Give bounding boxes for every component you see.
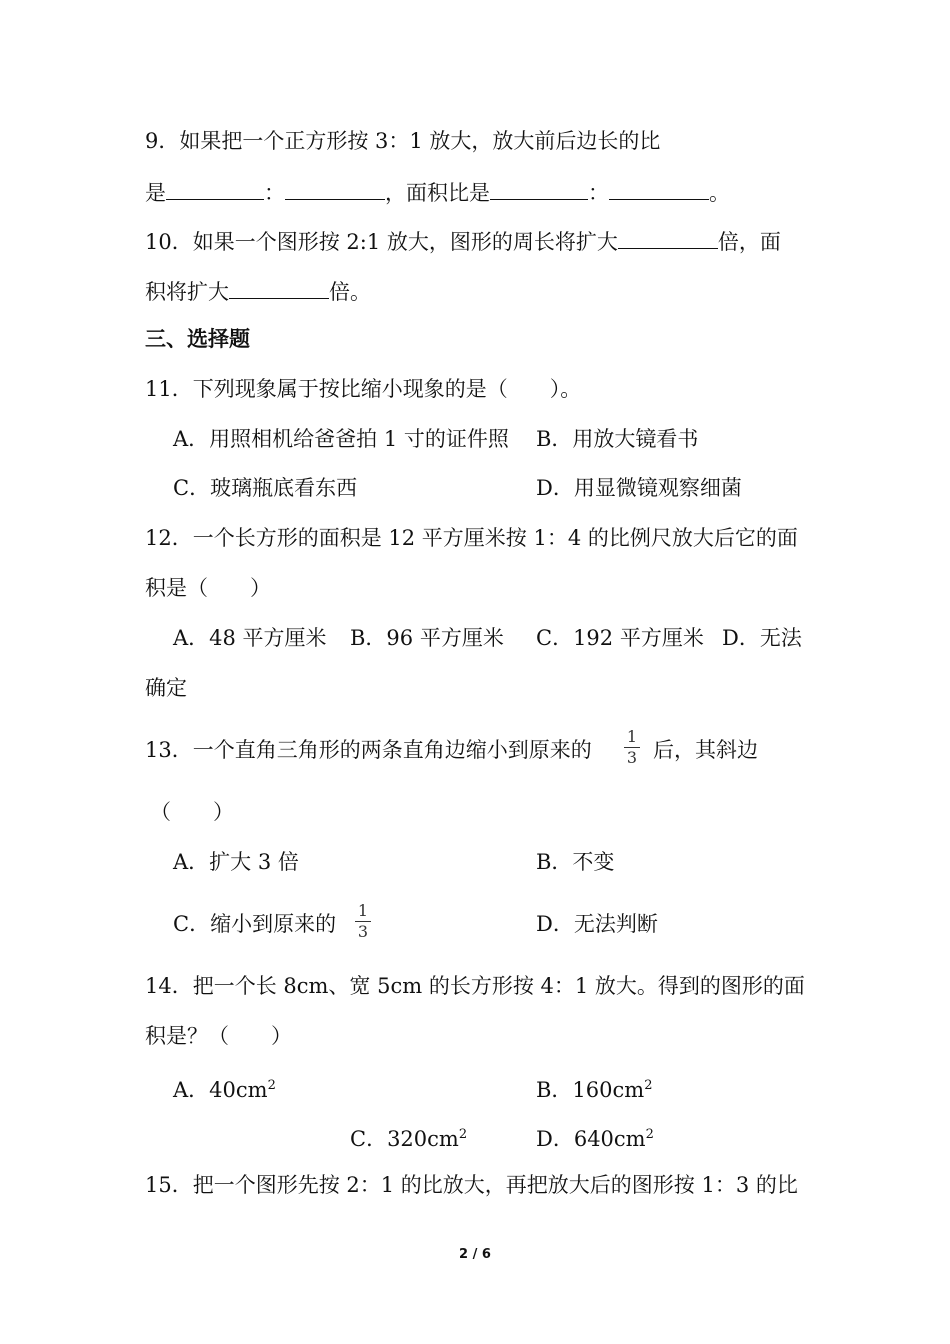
q12-line2: 积是（ ）: [145, 576, 271, 600]
q14-d-text: D．640cm: [536, 1127, 646, 1151]
q13-stem-a: 13．一个直角三角形的两条直角边缩小到原来的: [145, 738, 592, 762]
q9-text-a: 是: [145, 181, 166, 205]
q11-option-c[interactable]: C．玻璃瓶底看东西: [173, 476, 358, 500]
q10-line1: [145, 226, 781, 256]
page-number: 2 / 6: [459, 1247, 491, 1262]
q14-a-sup: 2: [267, 1078, 276, 1093]
q14-option-a[interactable]: [173, 1072, 276, 1104]
q14-a-text: A．40cm: [173, 1078, 268, 1102]
q13-frac-num: 1: [626, 727, 638, 746]
q15-line1: 15．把一个图形先按 2：1 的比放大，再把放大后的图形按 1：3 的比: [145, 1173, 798, 1197]
q11-option-b[interactable]: B．用放大镜看书: [536, 427, 699, 451]
q10-blank-2[interactable]: [229, 276, 329, 299]
q14-line2: 积是？（ ）: [145, 1024, 292, 1048]
q12-option-d-cont: 确定: [145, 676, 187, 700]
q13-option-a[interactable]: A．扩大 3 倍: [173, 850, 299, 874]
q10-text-b: 倍，面: [717, 230, 781, 254]
q10-line2: [145, 276, 371, 306]
q9-blank-1[interactable]: [166, 177, 264, 200]
q13-option-d[interactable]: D．无法判断: [536, 912, 658, 936]
q13-fraction: [624, 728, 640, 767]
q11-stem: 11．下列现象属于按比缩小现象的是（ ）。: [145, 377, 582, 401]
q14-option-c[interactable]: [350, 1121, 467, 1153]
q9-end: 。: [709, 181, 730, 205]
q14-c-text: C．320cm: [350, 1127, 459, 1151]
q9-mid: ，面积比是: [385, 181, 490, 205]
q14-c-sup: 2: [458, 1127, 468, 1142]
q9-line1: 9．如果把一个正方形按 3：1 放大，放大前后边长的比: [145, 129, 661, 153]
q14-b-text: B．160cm: [536, 1078, 645, 1102]
q14-line1: 14．把一个长 8cm、宽 5cm 的长方形按 4：1 放大。得到的图形的面: [145, 974, 805, 998]
q9-sep-2: ：: [588, 181, 609, 205]
q13-c-frac-den: 3: [357, 922, 369, 941]
q13-option-c[interactable]: C．缩小到原来的: [173, 912, 337, 936]
q10-blank-1[interactable]: [618, 226, 718, 249]
q13-stem-b: 后，其斜边: [653, 738, 758, 762]
q13-c-frac-num: 1: [357, 901, 369, 920]
q10-text-d: 倍。: [329, 280, 371, 304]
q12-option-b[interactable]: B．96 平方厘米: [350, 626, 504, 650]
q12-option-c[interactable]: C．192 平方厘米: [536, 626, 704, 650]
q10-text-a: 10．如果一个图形按 2:1 放大，图形的周长将扩大: [145, 230, 618, 254]
q12-option-d[interactable]: D．无法: [722, 626, 802, 650]
q9-blank-4[interactable]: [609, 177, 709, 200]
q14-option-b[interactable]: [536, 1072, 652, 1104]
q13-paren: （ ）: [150, 800, 234, 824]
q13-option-c-fraction: [355, 902, 371, 941]
section-title: 三、选择题: [145, 327, 250, 351]
q11-option-a[interactable]: A．用照相机给爸爸拍 1 寸的证件照: [173, 427, 509, 451]
q13-frac-den: 3: [626, 748, 638, 767]
q10-text-c: 积将扩大: [145, 280, 229, 304]
q12-option-a[interactable]: A．48 平方厘米: [173, 626, 327, 650]
q9-line2: [145, 177, 730, 207]
q9-blank-3[interactable]: [490, 177, 588, 200]
q12-line1: 12．一个长方形的面积是 12 平方厘米按 1：4 的比例尺放大后它的面: [145, 526, 798, 550]
q9-sep-1: ：: [264, 181, 285, 205]
q13-option-b[interactable]: B．不变: [536, 850, 615, 874]
q14-d-sup: 2: [645, 1127, 654, 1142]
q14-b-sup: 2: [644, 1078, 653, 1093]
q11-option-d[interactable]: D．用显微镜观察细菌: [536, 476, 742, 500]
q14-option-d[interactable]: [536, 1121, 654, 1153]
q9-blank-2[interactable]: [285, 177, 385, 200]
